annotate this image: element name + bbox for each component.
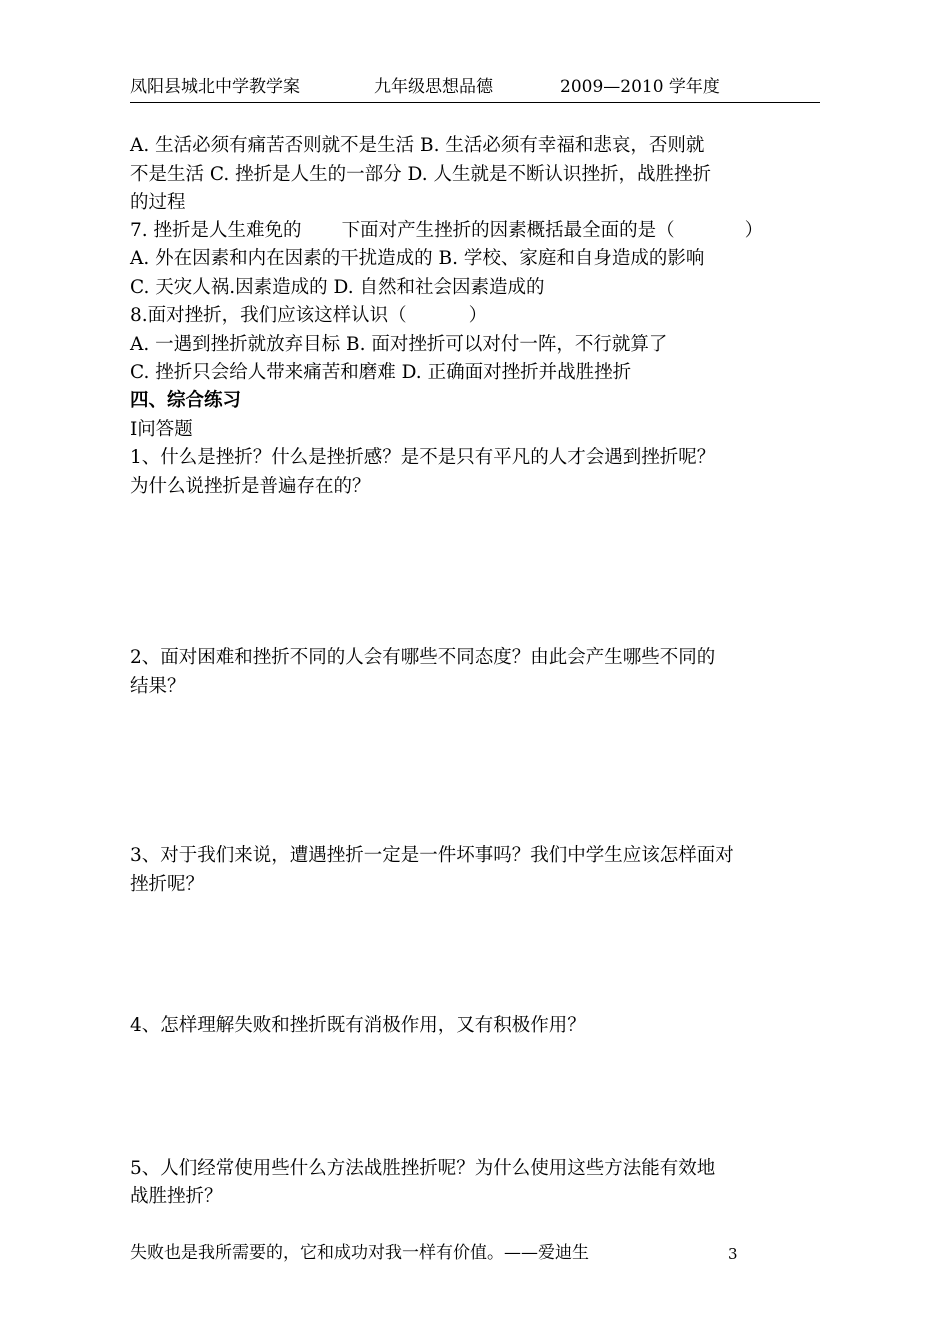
q6-options-line-2: 不是生活 C. 挫折是人生的一部分 D. 人生就是不断认识挫折，战胜挫折 xyxy=(130,164,711,185)
q6-options-line-3: 的过程 xyxy=(130,192,186,213)
header-subject: 九年级思想品德 xyxy=(374,77,493,97)
q8-options-line-1: A. 一遇到挫折就放弃目标 B. 面对挫折可以对付一阵，不行就算了 xyxy=(130,334,668,355)
page-number: 3 xyxy=(728,1245,738,1263)
q7-options-line-2: C. 天灾人祸.因素造成的 D. 自然和社会因素造成的 xyxy=(130,277,545,298)
section-title: 四、综合练习 xyxy=(130,390,242,411)
question-2-line-1: 2、面对困难和挫折不同的人会有哪些不同态度？由此会产生哪些不同的 xyxy=(130,647,716,668)
q7-stem-part-c: 下面对产生挫折的因素概括最全面的是（ xyxy=(341,220,675,241)
footer-quote: 失败也是我所需要的，它和成功对我一样有价值。——爱迪生 xyxy=(130,1243,589,1263)
question-5-line-1: 5、人们经常使用些什么方法战胜挫折呢？为什么使用这些方法能有效地 xyxy=(130,1158,716,1179)
question-5-line-2: 战胜挫折？ xyxy=(130,1186,223,1207)
q7-options-line-1: A. 外在因素和内在因素的干扰造成的 B. 学校、家庭和自身造成的影响 xyxy=(130,248,705,269)
section-subtitle: Ⅰ问答题 xyxy=(130,419,193,440)
question-3-line-1: 3、对于我们来说，遭遇挫折一定是一件坏事吗？我们中学生应该怎样面对 xyxy=(130,845,734,866)
header-school-year: 2009—2010 学年度 xyxy=(560,77,720,97)
q8-stem-close: ） xyxy=(468,305,488,326)
q7-stem xyxy=(130,218,763,244)
question-2-line-2: 结果？ xyxy=(130,676,186,697)
q6-options-line-1: A. 生活必须有痛苦否则就不是生活 B. 生活必须有幸福和悲哀，否则就 xyxy=(130,135,705,156)
question-1-line-1: 1、什么是挫折？什么是挫折感？是不是只有平凡的人才会遇到挫折呢？ xyxy=(130,447,716,468)
q7-stem-part-a: 7. 挫折是人生难免 xyxy=(130,220,284,241)
question-3-line-2: 挫折呢？ xyxy=(130,874,205,895)
question-1-line-2: 为什么说挫折是普遍存在的？ xyxy=(130,476,371,497)
header-school: 凤阳县城北中学教学案 xyxy=(130,77,300,97)
q8-options-line-2: C. 挫折只会给人带来痛苦和磨难 D. 正确面对挫折并战胜挫折 xyxy=(130,362,632,383)
question-4-line-1: 4、怎样理解失败和挫折既有消极作用，又有积极作用？ xyxy=(130,1015,586,1036)
page-header xyxy=(130,76,820,103)
q7-stem-close: ） xyxy=(744,220,764,241)
q7-stem-part-b: 的 xyxy=(283,220,302,241)
q8-stem-text: 8.面对挫折，我们应该这样认识（ xyxy=(130,305,407,326)
q8-stem xyxy=(130,303,487,329)
